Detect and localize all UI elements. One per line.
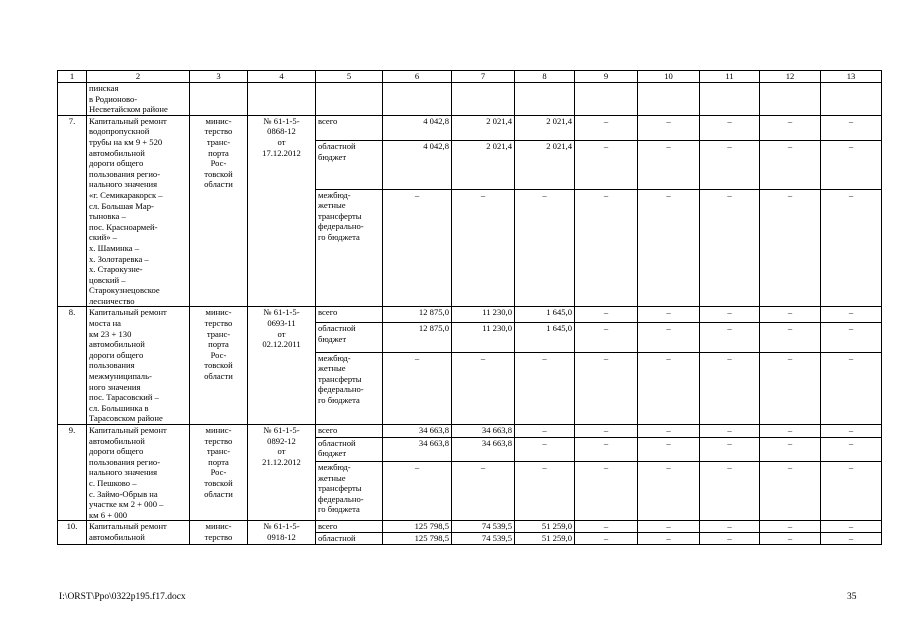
value-cell: 4 042,8 (383, 141, 452, 189)
funding-source-cell: всего (316, 115, 383, 140)
object-name-cell: Капитальный ремонт водопропускной трубы на км 9 + 520 автомобильной дороги общего пользования регио- нального значения «г. Семикаракорск – сл. Большая Мар- тыновка – пос. Красноармей- ский» – х. Шаминка – х. Золотаревка – х. Старокузне- цовский – Старокузнецовское лесничество (87, 115, 190, 307)
value-cell: – (383, 189, 452, 307)
column-number-cell: 12 (760, 71, 821, 83)
value-cell: – (821, 352, 882, 424)
value-cell: 2 021,4 (452, 115, 515, 140)
column-number-cell: 2 (87, 71, 190, 83)
value-cell: – (700, 141, 760, 189)
continuation-row (58, 83, 882, 116)
value-cell: – (575, 437, 638, 461)
value-cell: – (575, 532, 638, 544)
value-cell: – (821, 307, 882, 323)
value-cell: – (821, 141, 882, 189)
value-cell: – (821, 425, 882, 438)
value-cell: – (760, 322, 821, 352)
empty-cell (316, 83, 383, 116)
customer-cell: минис- терство транс- порта Рос- товской области (190, 307, 248, 425)
column-number-cell: 11 (700, 71, 760, 83)
empty-cell (515, 83, 575, 116)
value-cell: – (821, 437, 882, 461)
value-cell: 125 798,5 (383, 532, 452, 544)
value-cell: 2 021,4 (452, 141, 515, 189)
footer-file-path: I:\ORST\Ppo\0322p195.f17.docx (59, 592, 186, 602)
column-number-cell: 8 (515, 71, 575, 83)
column-number-cell: 13 (821, 71, 882, 83)
value-cell: – (821, 189, 882, 307)
value-cell: – (515, 425, 575, 438)
customer-cell: минис- терство транс- порта Рос- товской области (190, 115, 248, 307)
value-cell: – (575, 425, 638, 438)
customer-cell: минис- терство (190, 521, 248, 544)
empty-cell (190, 83, 248, 116)
value-cell: 2 021,4 (515, 141, 575, 189)
value-cell: – (760, 462, 821, 521)
value-cell: – (515, 189, 575, 307)
value-cell: – (515, 462, 575, 521)
value-cell: – (821, 115, 882, 140)
value-cell: – (638, 532, 700, 544)
value-cell: 125 798,5 (383, 521, 452, 533)
row-number: 7. (58, 115, 87, 307)
value-cell: – (700, 322, 760, 352)
column-number-cell: 3 (190, 71, 248, 83)
funding-source-cell: межбюд- жетные трансферты федерально- го бюджета (316, 189, 383, 307)
funding-source-cell: областной бюджет (316, 437, 383, 461)
value-cell: – (821, 322, 882, 352)
value-cell: 34 663,8 (452, 437, 515, 461)
table-row (58, 115, 882, 140)
value-cell: – (452, 352, 515, 424)
value-cell: – (575, 352, 638, 424)
value-cell: – (760, 352, 821, 424)
empty-cell (575, 83, 638, 116)
value-cell: 51 259,0 (515, 532, 575, 544)
empty-cell (248, 83, 316, 116)
empty-cell (760, 83, 821, 116)
value-cell: – (638, 307, 700, 323)
value-cell: – (638, 189, 700, 307)
value-cell: – (575, 115, 638, 140)
value-cell: – (760, 521, 821, 533)
value-cell: – (760, 532, 821, 544)
value-cell: – (760, 437, 821, 461)
column-number-cell: 9 (575, 71, 638, 83)
column-number-cell: 10 (638, 71, 700, 83)
empty-cell (821, 83, 882, 116)
customer-cell: минис- терство транс- порта Рос- товской области (190, 425, 248, 521)
row-number: 10. (58, 521, 87, 544)
value-cell: – (821, 521, 882, 533)
funding-source-cell: областной (316, 532, 383, 544)
value-cell: 4 042,8 (383, 115, 452, 140)
value-cell: – (383, 462, 452, 521)
value-cell: – (575, 521, 638, 533)
value-cell: – (515, 352, 575, 424)
value-cell: – (700, 307, 760, 323)
value-cell: – (638, 322, 700, 352)
value-cell: – (760, 189, 821, 307)
row-number: 8. (58, 307, 87, 425)
budget-table (57, 70, 882, 545)
value-cell: – (760, 141, 821, 189)
value-cell: – (638, 437, 700, 461)
value-cell: 12 875,0 (383, 307, 452, 323)
object-name-cell: Капитальный ремонт автомобильной дороги общего пользования регио- нального значения с. Пешково – с. Займо-Обрыв на участке км 2 + 000 – км 6 + 000 (87, 425, 190, 521)
value-cell: 34 663,8 (383, 425, 452, 438)
empty-cell (383, 83, 452, 116)
table-row (58, 307, 882, 323)
funding-source-cell: всего (316, 521, 383, 533)
value-cell: – (700, 352, 760, 424)
value-cell: – (515, 437, 575, 461)
value-cell: – (638, 425, 700, 438)
funding-source-cell: областной бюджет (316, 141, 383, 189)
document-cell: № 61-1-5- 0693-11 от 02.12.2011 (248, 307, 316, 425)
value-cell: – (575, 462, 638, 521)
num-cell (58, 83, 87, 116)
column-number-cell: 5 (316, 71, 383, 83)
funding-source-cell: областной бюджет (316, 322, 383, 352)
value-cell: – (821, 462, 882, 521)
value-cell: 1 645,0 (515, 307, 575, 323)
value-cell: – (700, 462, 760, 521)
object-name-cell: Капитальный ремонт моста на км 23 + 130 автомобильной дороги общего пользования межмуниципаль- ного значения пос. Тарасовский – сл. Большинка в Тарасовском районе (87, 307, 190, 425)
value-cell: – (760, 425, 821, 438)
value-cell: 74 539,5 (452, 532, 515, 544)
value-cell: 12 875,0 (383, 322, 452, 352)
page-number: 35 (847, 592, 857, 602)
value-cell: – (638, 352, 700, 424)
value-cell: – (452, 462, 515, 521)
value-cell: – (452, 189, 515, 307)
value-cell: – (760, 115, 821, 140)
funding-source-cell: всего (316, 307, 383, 323)
value-cell: – (638, 462, 700, 521)
funding-source-cell: межбюд- жетные трансферты федерально- го бюджета (316, 462, 383, 521)
value-cell: 34 663,8 (452, 425, 515, 438)
value-cell: 34 663,8 (383, 437, 452, 461)
value-cell: 51 259,0 (515, 521, 575, 533)
value-cell: – (575, 141, 638, 189)
table-row (58, 425, 882, 438)
funding-source-cell: межбюд- жетные трансферты федерально- го бюджета (316, 352, 383, 424)
value-cell: – (638, 141, 700, 189)
value-cell: 11 230,0 (452, 307, 515, 323)
value-cell: – (700, 532, 760, 544)
value-cell: – (760, 307, 821, 323)
column-number-cell: 7 (452, 71, 515, 83)
value-cell: – (700, 189, 760, 307)
empty-cell (700, 83, 760, 116)
funding-source-cell: всего (316, 425, 383, 438)
document-cell: № 61-1-5- 0918-12 (248, 521, 316, 544)
value-cell: – (638, 115, 700, 140)
value-cell: – (700, 437, 760, 461)
column-number-row (58, 71, 882, 83)
empty-cell (638, 83, 700, 116)
value-cell: – (575, 189, 638, 307)
object-name-cell: Капитальный ремонт автомобильной (87, 521, 190, 544)
value-cell: – (700, 115, 760, 140)
value-cell: – (821, 532, 882, 544)
value-cell: 74 539,5 (452, 521, 515, 533)
table-row (58, 521, 882, 533)
document-cell: № 61-1-5- 0868-12 от 17.12.2012 (248, 115, 316, 307)
row-number: 9. (58, 425, 87, 521)
value-cell: 1 645,0 (515, 322, 575, 352)
document-cell: № 61-1-5- 0892-12 от 21.12.2012 (248, 425, 316, 521)
column-number-cell: 6 (383, 71, 452, 83)
column-number-cell: 4 (248, 71, 316, 83)
value-cell: – (700, 521, 760, 533)
value-cell: 11 230,0 (452, 322, 515, 352)
value-cell: – (383, 352, 452, 424)
empty-cell (452, 83, 515, 116)
column-number-cell: 1 (58, 71, 87, 83)
value-cell: – (638, 521, 700, 533)
value-cell: – (575, 322, 638, 352)
value-cell: 2 021,4 (515, 115, 575, 140)
object-name-cell: пинская в Родионово- Несветайском районе (87, 83, 190, 116)
value-cell: – (700, 425, 760, 438)
value-cell: – (575, 307, 638, 323)
